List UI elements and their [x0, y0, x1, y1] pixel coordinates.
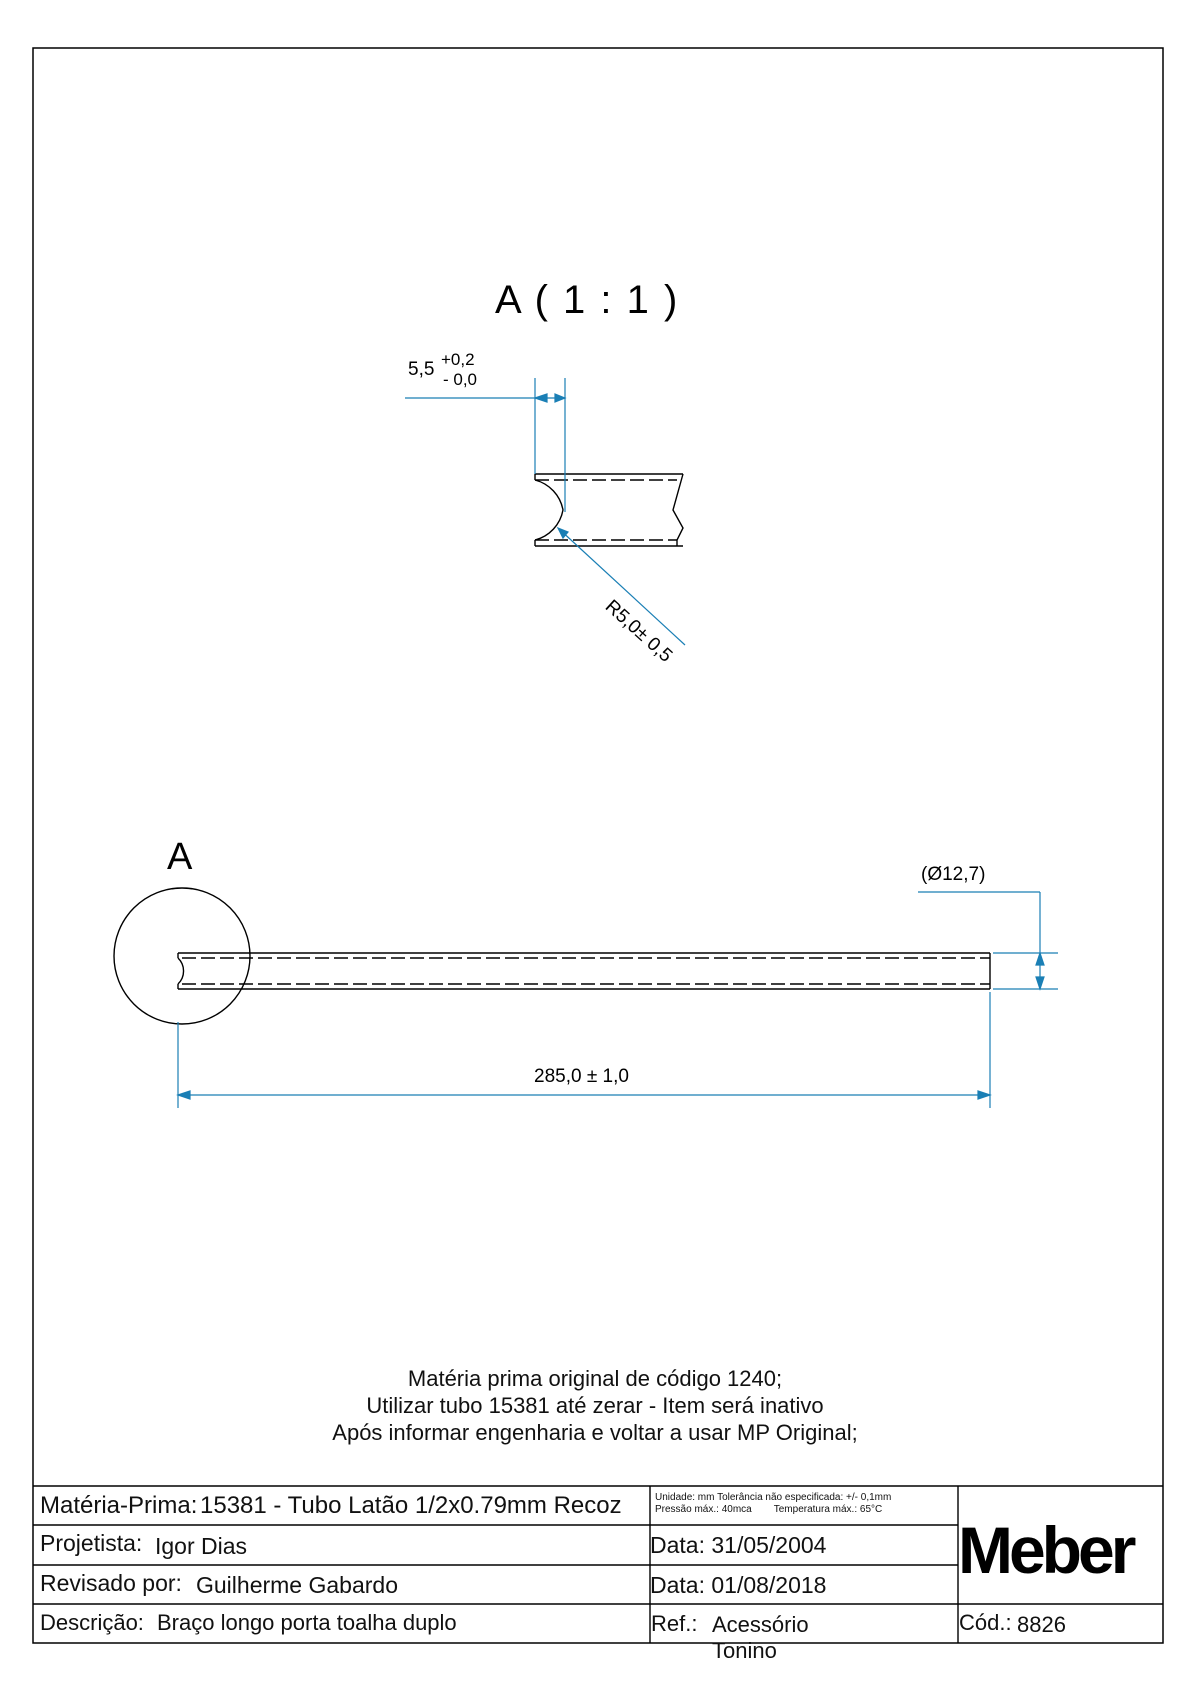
detail-circle-a	[114, 888, 250, 1024]
materia-prima-value: 15381 - Tubo Latão 1/2x0.79mm Recoz	[200, 1492, 622, 1519]
detail-marker: A	[167, 836, 193, 878]
descricao-label: Descrição:	[40, 1610, 144, 1635]
company-logo: Meber	[958, 1513, 1133, 1587]
main-notch-arc	[178, 958, 184, 984]
dim-depth-lines	[405, 378, 565, 512]
dim-radius-value: R5,0± 0,5	[600, 596, 677, 667]
dim-length-value: 285,0 ± 1,0	[534, 1066, 629, 1087]
dim-diameter-value: (Ø12,7)	[921, 864, 986, 885]
dim-depth-value: 5,5	[408, 359, 435, 380]
note-line-1: Matéria prima original de código 1240;	[407, 1366, 783, 1391]
ref-value-line1: Acessório	[712, 1612, 809, 1637]
projetista-value: Igor Dias	[155, 1533, 248, 1559]
cod-value: 8826	[1017, 1612, 1066, 1637]
materia-prima-label: Matéria-Prima:	[40, 1492, 198, 1519]
specs-line-1: Unidade: mm Tolerância não especificada: +/- 0,1mm	[655, 1492, 892, 1503]
revisado-value: Guilherme Gabardo	[196, 1572, 398, 1598]
detail-view-a	[535, 474, 683, 546]
data-projeto: Data: 31/05/2004	[650, 1532, 827, 1558]
note-line-2: Utilizar tubo 15381 até zerar - Item será inativo	[366, 1393, 824, 1418]
detail-title: A ( 1 : 1 )	[495, 278, 680, 322]
notch-arc	[535, 480, 563, 540]
revisado-label: Revisado por:	[40, 1570, 182, 1596]
dim-depth-tol-minus: - 0,0	[443, 370, 478, 389]
ref-label: Ref.:	[651, 1611, 698, 1636]
cod-label: Cód.:	[959, 1610, 1012, 1635]
descricao-value: Braço longo porta toalha duplo	[157, 1610, 457, 1635]
note-line-3: Após informar engenharia e voltar a usar MP Original;	[332, 1420, 858, 1445]
dim-depth-tol-plus: +0,2	[441, 350, 475, 369]
ref-value-line2: Tonino	[712, 1638, 777, 1663]
dim-length-lines	[178, 992, 990, 1108]
break-line	[673, 474, 683, 546]
projetista-label: Projetista:	[40, 1530, 143, 1556]
specs-line-2: Pressão máx.: 40mca Temperatura máx.: 65°C	[655, 1504, 883, 1515]
data-revisao: Data: 01/08/2018	[650, 1572, 827, 1598]
dim-diameter-lines	[918, 892, 1058, 989]
main-tube	[178, 953, 990, 989]
